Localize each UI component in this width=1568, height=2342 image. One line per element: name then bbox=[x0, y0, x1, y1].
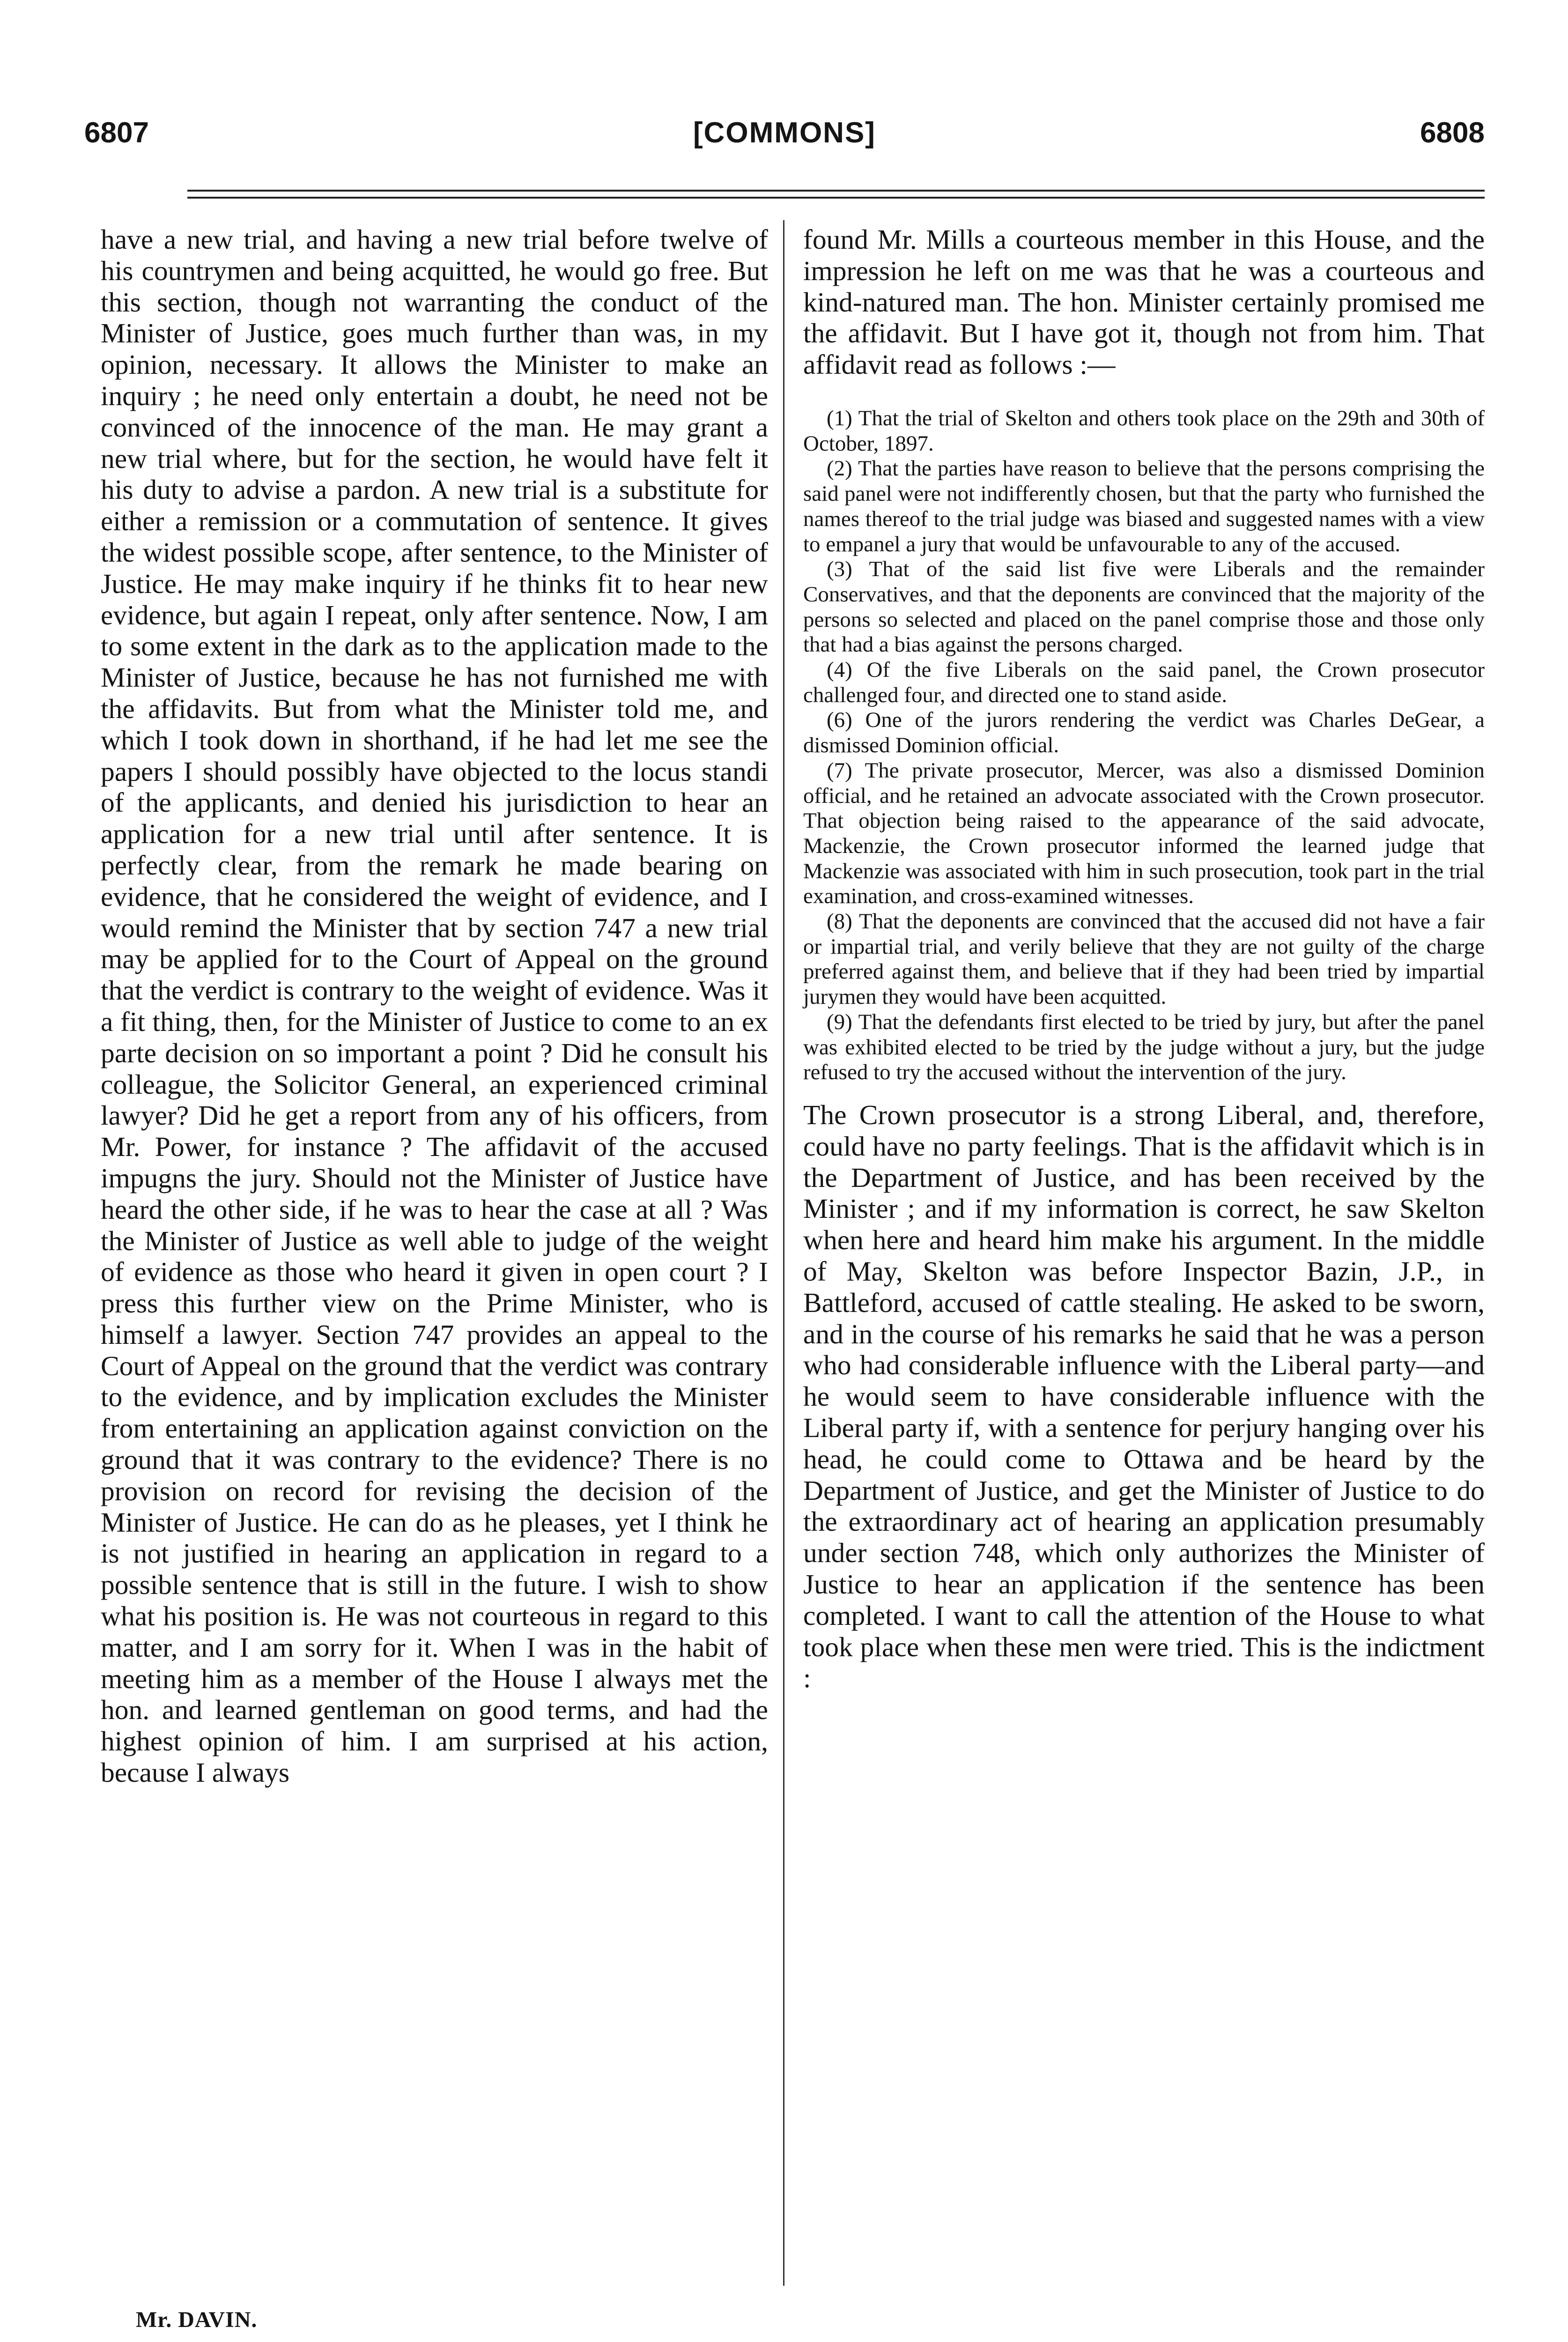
affidavit-item: (4) Of the five Liberals on the said panel, the Crown prosecutor challenged four, and directed one to stand aside. bbox=[803, 658, 1485, 707]
column-divider bbox=[783, 220, 784, 2286]
left-column bbox=[101, 224, 768, 1788]
affidavit-item: (2) That the parties have reason to believe that the persons comprising the said panel were not indifferently chosen, but that the party who furnished the names thereof to the trial judge was biased and suggested names with a view to empanel a jury that would be unfavourable to any of the accused. bbox=[803, 456, 1485, 556]
speaker-footer: Mr. DAVIN. bbox=[136, 2307, 258, 2332]
affidavit-list bbox=[803, 406, 1485, 1085]
affidavit-item: (8) That the deponents are convinced that the accused did not have a fair or impartial trial, and verily believe that they are not guilty of the charge preferred against them, and believe that if they had been tried by impartial jurymen they would have been acquitted. bbox=[803, 909, 1485, 1009]
affidavit-item: (1) That the trial of Skelton and others took place on the 29th and 30th of October, 1897. bbox=[803, 406, 1485, 456]
right-column bbox=[803, 224, 1485, 1694]
affidavit-item: (7) The private prosecutor, Mercer, was also a dismissed Dominion official, and he retained an advocate associated with the Crown prosecutor. That objection being raised to the appearance of the said advocate, Mackenzie, the Crown prosecutor informed the learned judge that Mackenzie was associated with him in such prosecution, took part in the trial examination, and cross-examined witnesses. bbox=[803, 758, 1485, 909]
left-column-text: have a new trial, and having a new trial before twelve of his countrymen and being acquitted, he would go free. But this section, though not warranting the conduct of the Minister of Justice, goes much further than was, in my opinion, necessary. It allows the Minister to make an inquiry ; he need only entertain a doubt, he need not be convinced of the innocence of the man. He may grant a new trial where, but for the section, he would have felt it his duty to advise a pardon. A new trial is a substitute for either a remission or a commutation of sentence. It gives the widest possible scope, after sentence, to the Minister of Justice. He may make inquiry if he thinks fit to hear new evidence, but again I repeat, only after sentence. Now, I am to some extent in the dark as to the application made to the Minister of Justice, because he has not furnished me with the affidavits. But from what the Minister told me, and which I took down in shorthand, if he had let me see the papers I should possibly have objected to the locus standi of the applicants, and denied his jurisdiction to hear an application for a new trial until after sentence. It is perfectly clear, from the remark he made bearing on evidence, that he considered the weight of evidence, and I would remind the Minister that by section 747 a new trial may be applied for to the Court of Appeal on the ground that the verdict is contrary to the weight of evidence. Was it a fit thing, then, for the Minister of Justice to come to an ex parte decision on so important a point ? Did he consult his colleague, the Solicitor General, an experienced criminal lawyer? Did he get a report from any of his officers, from Mr. Power, for instance ? The affidavit of the accused impugns the jury. Should not the Minister of Justice have heard the other side, if he was to hear the case at all ? Was the Minister of Justice as well able to judge of the weight of evidence as those who heard it given in open court ? I press this further view on the Prime Minister, who is himself a lawyer. Section 747 provides an appeal to the Court of Appeal on the ground that the verdict was contrary to the evidence, and by implication excludes the Minister from entertaining an application against conviction on the ground that it was contrary to the evidence? There is no provision on record for revising the decision of the Minister of Justice. He can do as he pleases, yet I think he is not justified in hearing an application in regard to a possible sentence that is still in the future. I wish to show what his position is. He was not courteous in regard to this matter, and I am sorry for it. When I was in the habit of meeting him as a member of the House I always met the hon. and learned gentleman on good terms, and had the highest opinion of him. I am surprised at his action, because I always bbox=[101, 224, 768, 1788]
right-column-closing: The Crown prosecutor is a strong Liberal, and, therefore, could have no party feelings. That is the affidavit which is in the Department of Justice, and has been received by the Minister ; and if my information is correct, he saw Skelton when here and heard him make his argument. In the middle of May, Skelton was before Inspector Bazin, J.P., in Battleford, accused of cattle stealing. He asked to be sworn, and in the course of his remarks he said that he was a person who had considerable influence with the Liberal party—and he would seem to have considerable influence with the Liberal party if, with a sentence for perjury hanging over his head, he could come to Ottawa and be heard by the Department of Justice, and get the Minister of Justice to do the extraordinary act of hearing an application presumably under section 748, which only authorizes the Minister of Justice to hear an application if the sentence has been completed. I want to call the attention of the House to what took place when these men were tried. This is the indictment : bbox=[803, 1099, 1485, 1694]
header-rule-bottom bbox=[187, 197, 1485, 199]
affidavit-item: (6) One of the jurors rendering the verdict was Charles DeGear, a dismissed Dominion official. bbox=[803, 708, 1485, 758]
header-rule-top bbox=[187, 190, 1485, 192]
right-page-number: 6808 bbox=[1420, 117, 1485, 149]
affidavit-item: (9) That the defendants first elected to be tried by jury, but after the panel was exhibited elected to be tried by the judge without a jury, but the judge refused to try the accused without the intervention of the jury. bbox=[803, 1009, 1485, 1085]
page-header bbox=[84, 116, 1485, 158]
right-column-lead: found Mr. Mills a courteous member in this House, and the impression he left on me was that he was a courteous and kind-natured man. The hon. Minister certainly promised me the affidavit. But I have got it, though not from him. That affidavit read as follows :— bbox=[803, 224, 1485, 380]
running-head: [COMMONS] bbox=[693, 117, 876, 149]
affidavit-item: (3) That of the said list five were Liberals and the remainder Conservatives, and that the deponents are convinced that the majority of the persons so selected and placed on the panel comprise those and those only that had a bias against the persons charged. bbox=[803, 557, 1485, 657]
left-page-number: 6807 bbox=[84, 117, 149, 149]
